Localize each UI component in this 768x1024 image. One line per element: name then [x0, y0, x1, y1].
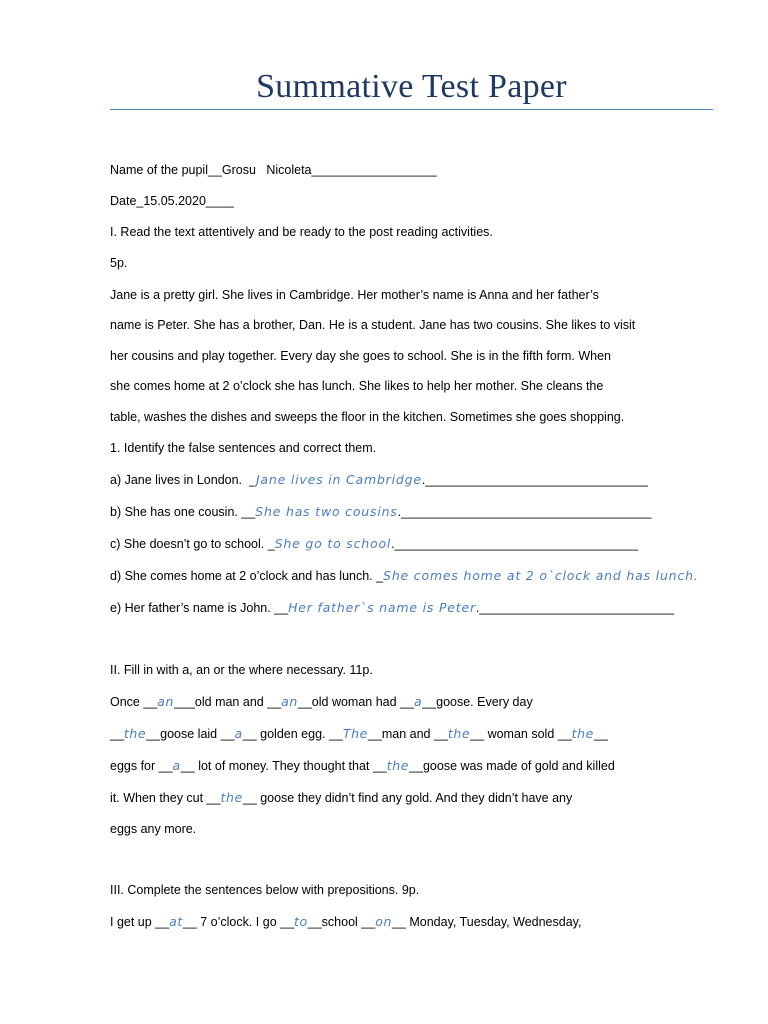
fill-line-3 — [110, 758, 615, 774]
pupil-name-line: Name of the pupil__Grosu Nicoleta__________________ — [110, 163, 437, 177]
answer-text: the — [447, 726, 471, 741]
text-segment: __ goose they didn’t find any gold. And they didn’t have any — [242, 791, 573, 805]
text-segment: __ golden egg. __ — [242, 727, 343, 741]
text-segment: I get up __ — [110, 915, 170, 929]
section3-heading: III. Complete the sentences below with prepositions. 9p. — [110, 883, 420, 897]
section1-heading: I. Read the text attentively and be ready to the post reading activities. — [110, 225, 493, 239]
answer-text: the — [571, 726, 594, 741]
answer-text: the — [386, 758, 410, 773]
correction-item-d — [110, 568, 699, 584]
answer-text: Jane lives in Cambridge — [255, 472, 422, 487]
answer-text: to — [294, 914, 308, 929]
answer-text: on — [375, 914, 392, 929]
title-rule — [110, 109, 713, 110]
reading-text-line: table, washes the dishes and sweeps the floor in the kitchen. Sometimes she goes shopping. — [110, 410, 625, 424]
answer-text: the — [220, 790, 243, 805]
fill-line-5: eggs any more. — [110, 822, 197, 836]
answer-line: .____________________________________ — [397, 505, 652, 519]
answer-text: an — [157, 694, 175, 709]
answer-text: a — [234, 726, 243, 741]
answer-text: She go to school — [274, 536, 392, 551]
text-segment: __school __ — [307, 915, 376, 929]
fill-line-1 — [110, 694, 533, 710]
text-segment: __old woman had __ — [297, 695, 414, 709]
text-segment: __ 7 o’clock. I go __ — [182, 915, 295, 929]
section2-heading: II. Fill in with a, an or the where necessary. 11p. — [110, 663, 373, 677]
answer-line: .________________________________ — [421, 473, 648, 487]
answer-text: at — [169, 914, 183, 929]
fill-line-4 — [110, 790, 572, 806]
text-segment: __man and __ — [367, 727, 448, 741]
answer-text: an — [281, 694, 298, 709]
item-prompt: a) Jane lives in London. _ — [110, 473, 256, 487]
reading-text-line: name is Peter. She has a brother, Dan. He is a student. Jane has two cousins. She likes to visit — [110, 318, 636, 332]
text-segment: __ Monday, Tuesday, Wednesday, — [391, 915, 582, 929]
correction-item-c — [110, 536, 638, 552]
answer-text: The — [342, 726, 368, 741]
text-segment: __ lot of money. They thought that __ — [180, 759, 387, 773]
answer-text: Her father`s name is Peter — [288, 600, 476, 615]
text-segment: Once __ — [110, 695, 158, 709]
reading-text-line: her cousins and play together. Every day she goes to school. She is in the fifth form. When — [110, 349, 611, 363]
answer-text: She has two cousins — [255, 504, 398, 519]
answer-line: .____________________________ — [475, 601, 675, 615]
correction-item-b — [110, 504, 651, 520]
answer-line: .___________________________________ — [391, 537, 638, 551]
text-segment: __goose laid __ — [146, 727, 235, 741]
preposition-line-1 — [110, 914, 581, 930]
item-prompt: d) She comes home at 2 o’clock and has lunch. _ — [110, 569, 384, 583]
reading-text-line: she comes home at 2 o’clock she has lunch. She likes to help her mother. She cleans the — [110, 379, 604, 393]
text-segment: it. When they cut __ — [110, 791, 221, 805]
answer-text: She comes home at 2 o`clock and has lunch. — [383, 568, 699, 583]
task-instruction: 1. Identify the false sentences and correct them. — [110, 441, 377, 455]
fill-line-2 — [110, 726, 608, 742]
text-segment: __ woman sold __ — [470, 727, 572, 741]
page-title: Summative Test Paper — [256, 68, 567, 105]
text-segment: __goose. Every day — [422, 695, 533, 709]
text-segment: __ — [110, 727, 124, 741]
answer-text: a — [172, 758, 181, 773]
item-prompt: e) Her father’s name is John. __ — [110, 601, 289, 615]
text-segment: __goose was made of gold and killed — [409, 759, 615, 773]
item-prompt: b) She has one cousin. __ — [110, 505, 256, 519]
correction-item-e — [110, 600, 674, 616]
correction-item-a — [110, 472, 648, 488]
text-segment: eggs for __ — [110, 759, 173, 773]
answer-text: a — [413, 694, 423, 709]
item-prompt: c) She doesn’t go to school. _ — [110, 537, 275, 551]
answer-text: the — [123, 726, 147, 741]
section1-points: 5p. — [110, 256, 128, 270]
text-segment: ___old man and __ — [174, 695, 282, 709]
text-segment: __ — [593, 727, 608, 741]
date-line: Date_15.05.2020____ — [110, 194, 234, 208]
reading-text-line: Jane is a pretty girl. She lives in Cambridge. Her mother’s name is Anna and her father’s — [110, 288, 599, 302]
